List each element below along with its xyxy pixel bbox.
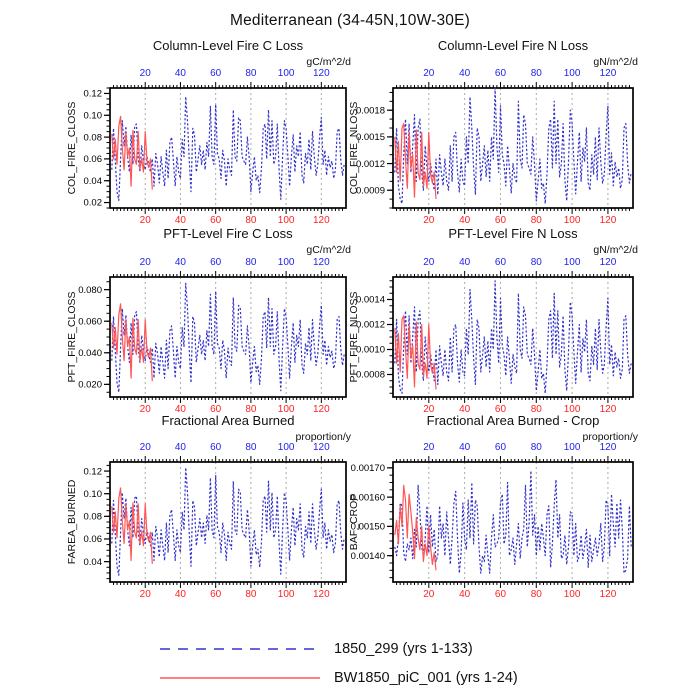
svg-text:40: 40: [459, 589, 471, 600]
svg-text:100: 100: [563, 68, 581, 79]
svg-text:120: 120: [312, 404, 330, 415]
svg-text:0.0018: 0.0018: [355, 105, 385, 117]
svg-text:80: 80: [245, 404, 257, 415]
svg-text:80: 80: [530, 68, 542, 79]
figure-title: Mediterranean (34-45N,10W-30E): [229, 12, 471, 29]
axis-unit-label: gN/m^2/d: [593, 56, 638, 68]
svg-text:20: 20: [139, 589, 151, 600]
svg-text:0.12: 0.12: [83, 466, 102, 478]
panel-title-baf-crop: Fractional Area Burned - Crop: [426, 413, 600, 428]
svg-text:20: 20: [423, 589, 435, 600]
svg-text:0.00140: 0.00140: [350, 550, 385, 562]
svg-text:20: 20: [139, 68, 151, 79]
svg-text:60: 60: [494, 68, 507, 79]
svg-text:80: 80: [530, 257, 542, 268]
y-axis-label: PFT_FIRE_CLOSS: [66, 291, 78, 383]
svg-text:0.0014: 0.0014: [355, 294, 385, 306]
svg-text:40: 40: [174, 442, 187, 453]
svg-text:40: 40: [174, 257, 187, 268]
legend-line-sample-bw1850-pic-001: [158, 675, 322, 681]
svg-text:120: 120: [312, 442, 330, 453]
svg-text:0.04: 0.04: [83, 556, 102, 568]
svg-text:40: 40: [174, 215, 187, 226]
y-axis-label: PFT_FIRE_NLOSS: [348, 291, 360, 383]
svg-text:100: 100: [563, 442, 581, 453]
svg-text:80: 80: [530, 215, 542, 226]
svg-text:20: 20: [423, 442, 435, 453]
svg-text:0.04: 0.04: [83, 175, 102, 187]
panel-title-col-fire-nloss: Column-Level Fire N Loss: [437, 38, 589, 53]
svg-text:120: 120: [312, 257, 330, 268]
svg-text:0.10: 0.10: [83, 110, 102, 122]
panel-plot-baf_crop: [351, 442, 633, 600]
svg-text:60: 60: [494, 589, 507, 600]
legend-entry: 1850_299 (yrs 1-133): [334, 641, 473, 657]
y-axis-label: COL_FIRE_CLOSS: [66, 101, 78, 195]
svg-text:0.080: 0.080: [78, 284, 102, 296]
svg-text:0.06: 0.06: [83, 154, 102, 166]
panel-title-pft-fire-nloss: PFT-Level Fire N Loss: [448, 226, 578, 241]
svg-text:0.040: 0.040: [78, 347, 102, 359]
svg-text:0.0015: 0.0015: [355, 132, 385, 144]
svg-text:0.08: 0.08: [83, 132, 102, 144]
svg-text:80: 80: [530, 404, 542, 415]
svg-text:0.00170: 0.00170: [350, 463, 385, 475]
svg-text:60: 60: [210, 404, 222, 415]
svg-text:120: 120: [312, 68, 330, 79]
svg-text:80: 80: [245, 442, 257, 453]
svg-text:20: 20: [423, 404, 435, 415]
svg-text:60: 60: [210, 589, 222, 600]
svg-text:100: 100: [277, 68, 295, 79]
svg-text:0.10: 0.10: [83, 488, 102, 500]
svg-text:100: 100: [563, 257, 581, 268]
y-axis-label: COL_FIRE_NLOSS: [348, 101, 360, 195]
axis-unit-label: gN/m^2/d: [593, 244, 638, 256]
svg-text:100: 100: [563, 589, 581, 600]
svg-text:0.0012: 0.0012: [355, 158, 385, 170]
axis-unit-label: gC/m^2/d: [306, 56, 351, 68]
svg-text:60: 60: [210, 215, 222, 226]
svg-text:80: 80: [530, 589, 542, 600]
svg-text:100: 100: [277, 215, 295, 226]
svg-text:60: 60: [494, 215, 507, 226]
svg-text:0.0010: 0.0010: [355, 344, 385, 356]
svg-text:100: 100: [277, 442, 295, 453]
svg-text:20: 20: [423, 68, 435, 79]
svg-text:0.02: 0.02: [83, 197, 102, 209]
svg-text:120: 120: [599, 215, 617, 226]
svg-text:20: 20: [139, 442, 151, 453]
svg-text:80: 80: [245, 68, 257, 79]
svg-text:20: 20: [139, 404, 151, 415]
svg-text:40: 40: [174, 404, 187, 415]
svg-text:40: 40: [459, 215, 471, 226]
svg-text:120: 120: [599, 589, 617, 600]
svg-text:0.08: 0.08: [83, 511, 102, 523]
svg-text:0.12: 0.12: [83, 88, 102, 100]
panel-plot-pft_fire_closs: [78, 257, 346, 415]
svg-text:20: 20: [139, 257, 151, 268]
svg-text:0.00160: 0.00160: [350, 492, 385, 504]
svg-text:0.0008: 0.0008: [355, 369, 385, 381]
axis-unit-label: proportion/y: [295, 431, 351, 443]
svg-text:40: 40: [459, 257, 471, 268]
panel-plot-pft_fire_nloss: [356, 257, 633, 415]
svg-text:100: 100: [277, 589, 295, 600]
y-axis-label: FAREA_BURNED: [66, 479, 78, 565]
svg-text:20: 20: [423, 215, 435, 226]
svg-text:60: 60: [494, 442, 507, 453]
svg-text:120: 120: [599, 442, 617, 453]
svg-text:20: 20: [423, 257, 435, 268]
svg-text:40: 40: [459, 68, 471, 79]
panel-plot-col_fire_closs: [84, 68, 347, 226]
panel-plot-farea_burned: [84, 442, 347, 600]
svg-text:0.060: 0.060: [78, 316, 102, 328]
svg-text:0.00150: 0.00150: [350, 521, 385, 533]
svg-text:40: 40: [459, 404, 471, 415]
svg-text:100: 100: [563, 215, 581, 226]
legend-entry: BW1850_piC_001 (yrs 1-24): [334, 670, 518, 686]
svg-text:80: 80: [530, 442, 542, 453]
svg-text:120: 120: [312, 215, 330, 226]
svg-text:40: 40: [459, 442, 471, 453]
svg-text:0.020: 0.020: [78, 379, 102, 391]
svg-text:120: 120: [599, 68, 617, 79]
legend-line-sample-1850-299: [158, 646, 322, 652]
svg-text:60: 60: [494, 404, 507, 415]
axis-unit-label: proportion/y: [582, 431, 638, 443]
svg-text:40: 40: [174, 589, 187, 600]
panel-title-farea-burned: Fractional Area Burned: [161, 413, 295, 428]
svg-text:60: 60: [210, 68, 222, 79]
svg-text:40: 40: [174, 68, 187, 79]
svg-text:120: 120: [599, 257, 617, 268]
y-axis-label: BAF_CROP: [348, 493, 360, 551]
svg-text:0.0012: 0.0012: [355, 319, 385, 331]
svg-text:100: 100: [277, 257, 295, 268]
svg-text:100: 100: [563, 404, 581, 415]
svg-text:60: 60: [210, 442, 222, 453]
svg-text:80: 80: [245, 257, 257, 268]
panel-title-col-fire-closs: Column-Level Fire C Loss: [152, 38, 304, 53]
axis-unit-label: gC/m^2/d: [306, 244, 351, 256]
svg-text:100: 100: [277, 404, 295, 415]
svg-text:120: 120: [312, 589, 330, 600]
panel-plot-col_fire_nloss: [356, 68, 633, 226]
svg-text:60: 60: [494, 257, 507, 268]
svg-text:0.0009: 0.0009: [355, 185, 385, 197]
svg-text:60: 60: [210, 257, 222, 268]
svg-text:80: 80: [245, 215, 257, 226]
panel-title-pft-fire-closs: PFT-Level Fire C Loss: [163, 226, 293, 241]
svg-text:20: 20: [139, 215, 151, 226]
svg-text:80: 80: [245, 589, 257, 600]
svg-text:0.06: 0.06: [83, 534, 102, 546]
svg-text:120: 120: [599, 404, 617, 415]
